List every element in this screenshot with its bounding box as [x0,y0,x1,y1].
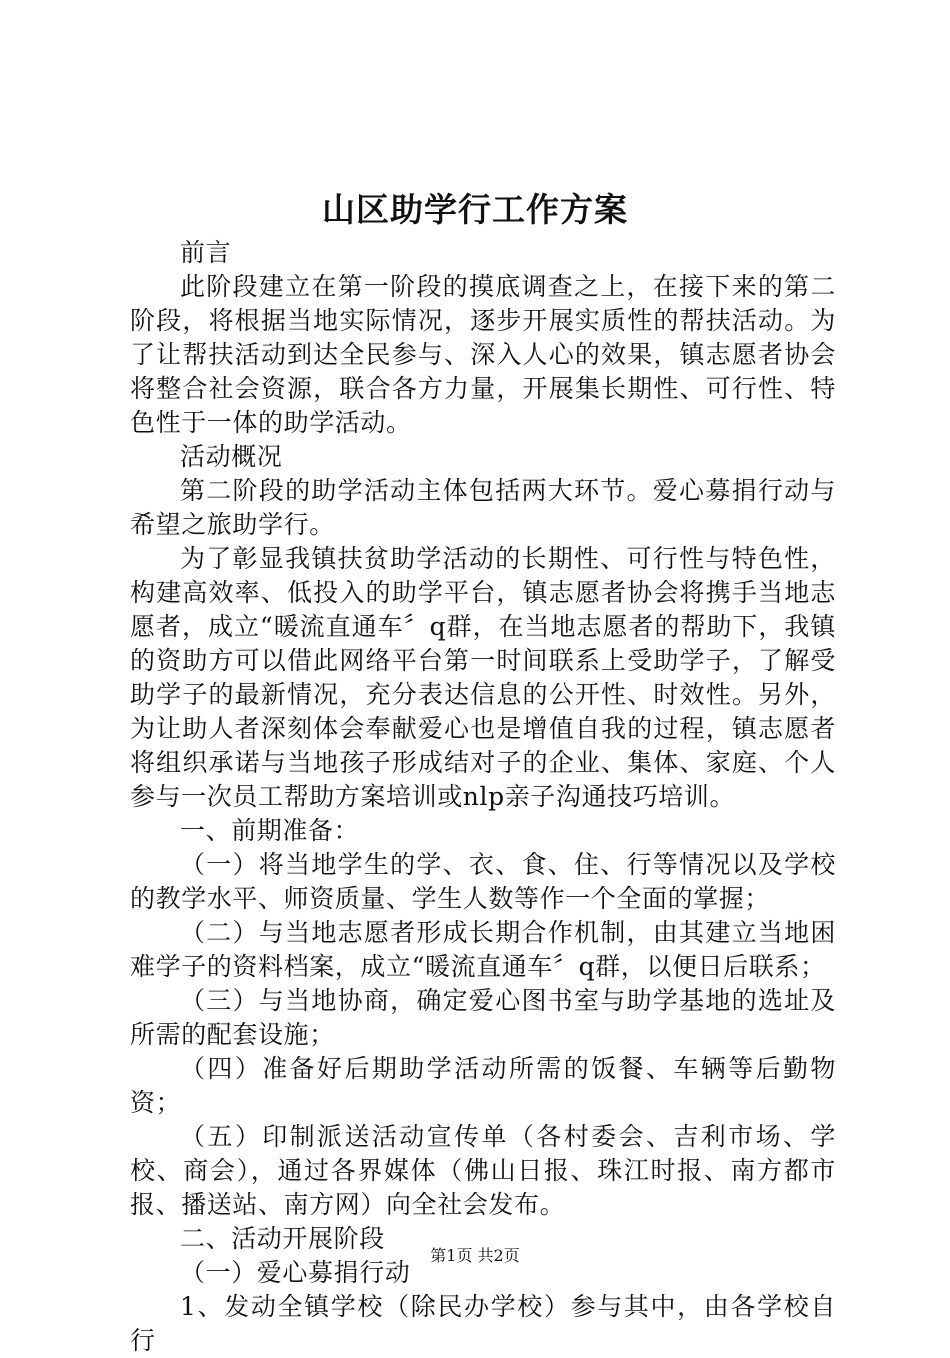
section-heading-preparation: 一、前期准备： [180,816,360,845]
list-item: （一）将当地学生的学、衣、食、住、行等情况以及学校的教学水平、师资质量、学生人数等作一个全面的掌握； [130,850,836,913]
paragraph: 为了彰显我镇扶贫助学活动的长期性、可行性与特色性，构建高效率、低投入的助学平台，镇志愿者协会将携手当地志愿者，成立“暖流直通车〞q群，在当地志愿者的帮助下，我镇的资助方可以借此网络平台第一时间联系上受助学子，了解受助学子的最新情况，充分表达信息的公开性、时效性。另外，为让助人者深刻体会奉献爱心也是增值自我的过程，镇志愿者将组织承诺与当地孩子形成结对子的企业、集体、家庭、个人参与一次员工帮助方案培训或nlp亲子沟通技巧培训。 [130,544,836,811]
paragraph-preface-heading: 前言 [180,238,232,267]
paragraph-overview-heading: 活动概况 [180,442,283,471]
list-item: （五）印制派送活动宣传单（各村委会、吉利市场、学校、商会），通过各界媒体（佛山日报、珠江时报、南方都市报、播送站、南方网）向全社会发布。 [130,1122,836,1219]
subsection-heading: （一）爱心募捐行动 [180,1258,411,1287]
list-item: （二）与当地志愿者形成长期合作机制，由其建立当地困难学子的资料档案，成立“暖流直通车〞q群，以便日后联系； [130,918,836,981]
paragraph: 第二阶段的助学活动主体包括两大环节。爱心募捐行动与希望之旅助学行。 [130,476,836,539]
document-title: 山区助学行工作方案 [322,190,628,229]
section-heading-activities: 二、活动开展阶段 [180,1224,385,1253]
list-item: （四）准备好后期助学活动所需的饭餐、车辆等后勤物资； [130,1054,836,1117]
document-body [130,236,836,1358]
page-number: 第1页 共2页 [430,1246,520,1265]
list-item: （三）与当地协商，确定爱心图书室与助学基地的选址及所需的配套设施； [130,986,836,1049]
list-item: 1、发动全镇学校（除民办学校）参与其中，由各学校自行 [130,1292,836,1355]
paragraph: 此阶段建立在第一阶段的摸底调查之上，在接下来的第二阶段，将根据当地实际情况，逐步开展实质性的帮扶活动。为了让帮扶活动到达全民参与、深入人心的效果，镇志愿者协会将整合社会资源，联合各方力量，开展集长期性、可行性、特色性于一体的助学活动。 [130,272,836,437]
